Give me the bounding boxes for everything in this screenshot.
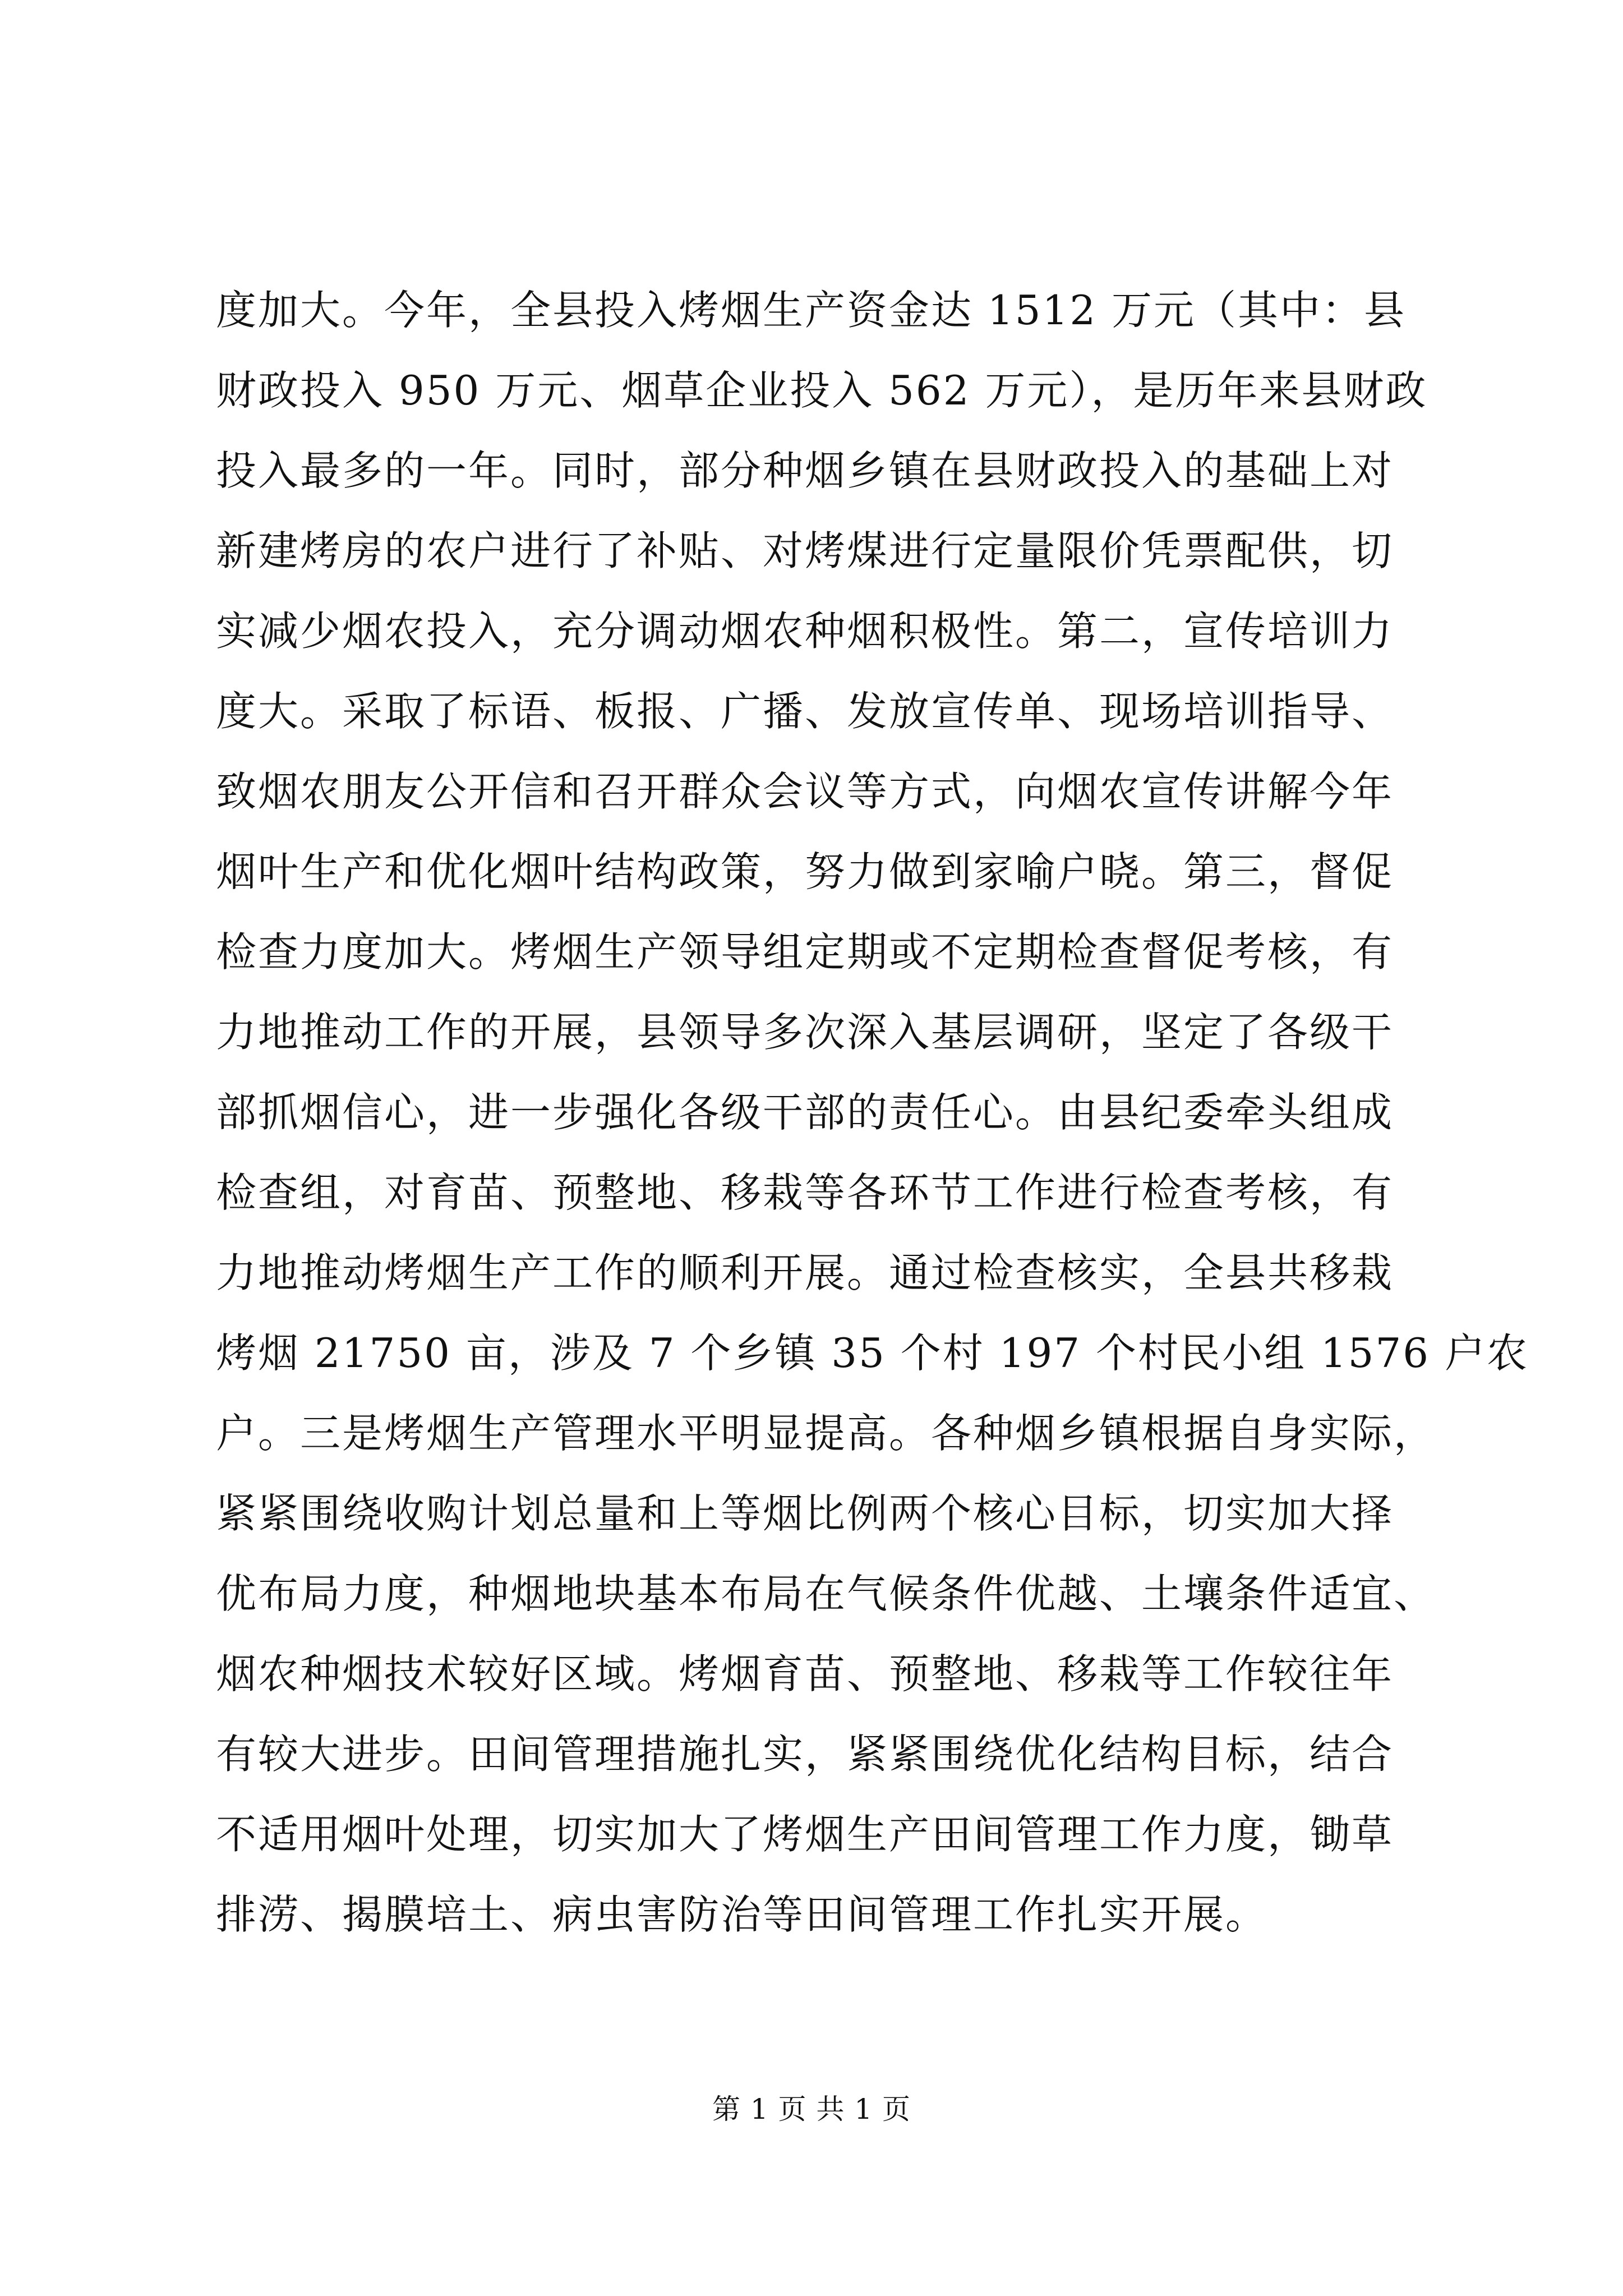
body-paragraph xyxy=(216,270,1529,1955)
text-line: 度大。采取了标语、板报、广播、发放宣传单、现场培训指导、 xyxy=(216,688,1394,735)
text-line: 致烟农朋友公开信和召开群众会议等方式，向烟农宣传讲解今年 xyxy=(216,768,1394,815)
text-line: 烤烟 21750 亩，涉及 7 个乡镇 35 个村 197 个村民小组 1576 户农 xyxy=(216,1329,1529,1377)
text-line: 不适用烟叶处理，切实加大了烤烟生产田间管理工作力度，锄草 xyxy=(216,1811,1394,1858)
text-line: 优布局力度，种烟地块基本布局在气候条件优越、土壤条件适宜、 xyxy=(216,1570,1436,1617)
text-line: 财政投入 950 万元、烟草企业投入 562 万元），是历年来县财政 xyxy=(216,367,1428,414)
text-line: 排涝、揭膜培土、病虫害防治等田间管理工作扎实开展。 xyxy=(216,1891,1268,1938)
text-line: 度加大。今年，全县投入烤烟生产资金达 1512 万元（其中：县 xyxy=(216,287,1407,334)
text-line: 投入最多的一年。同时，部分种烟乡镇在县财政投入的基础上对 xyxy=(216,447,1394,494)
text-line: 实减少烟农投入，充分调动烟农种烟积极性。第二，宣传培训力 xyxy=(216,608,1394,655)
page-footer: 第 1 页 共 1 页 xyxy=(712,2093,911,2125)
text-line: 力地推动工作的开展，县领导多次深入基层调研，坚定了各级干 xyxy=(216,1009,1394,1056)
text-line: 新建烤房的农户进行了补贴、对烤煤进行定量限价凭票配供，切 xyxy=(216,527,1394,574)
text-line: 有较大进步。田间管理措施扎实，紧紧围绕优化结构目标，结合 xyxy=(216,1731,1394,1778)
text-line: 户。三是烤烟生产管理水平明显提高。各种烟乡镇根据自身实际， xyxy=(216,1410,1436,1457)
text-line: 检查力度加大。烤烟生产领导组定期或不定期检查督促考核，有 xyxy=(216,928,1394,976)
text-line: 检查组，对育苗、预整地、移栽等各环节工作进行检查考核，有 xyxy=(216,1169,1394,1216)
text-line: 烟叶生产和优化烟叶结构政策，努力做到家喻户晓。第三，督促 xyxy=(216,848,1394,895)
text-line: 力地推动烤烟生产工作的顺利开展。通过检查核实，全县共移栽 xyxy=(216,1249,1394,1296)
text-line: 紧紧围绕收购计划总量和上等烟比例两个核心目标，切实加大择 xyxy=(216,1490,1394,1537)
text-line: 部抓烟信心，进一步强化各级干部的责任心。由县纪委牵头组成 xyxy=(216,1089,1394,1136)
text-line: 烟农种烟技术较好区域。烤烟育苗、预整地、移栽等工作较往年 xyxy=(216,1650,1394,1697)
